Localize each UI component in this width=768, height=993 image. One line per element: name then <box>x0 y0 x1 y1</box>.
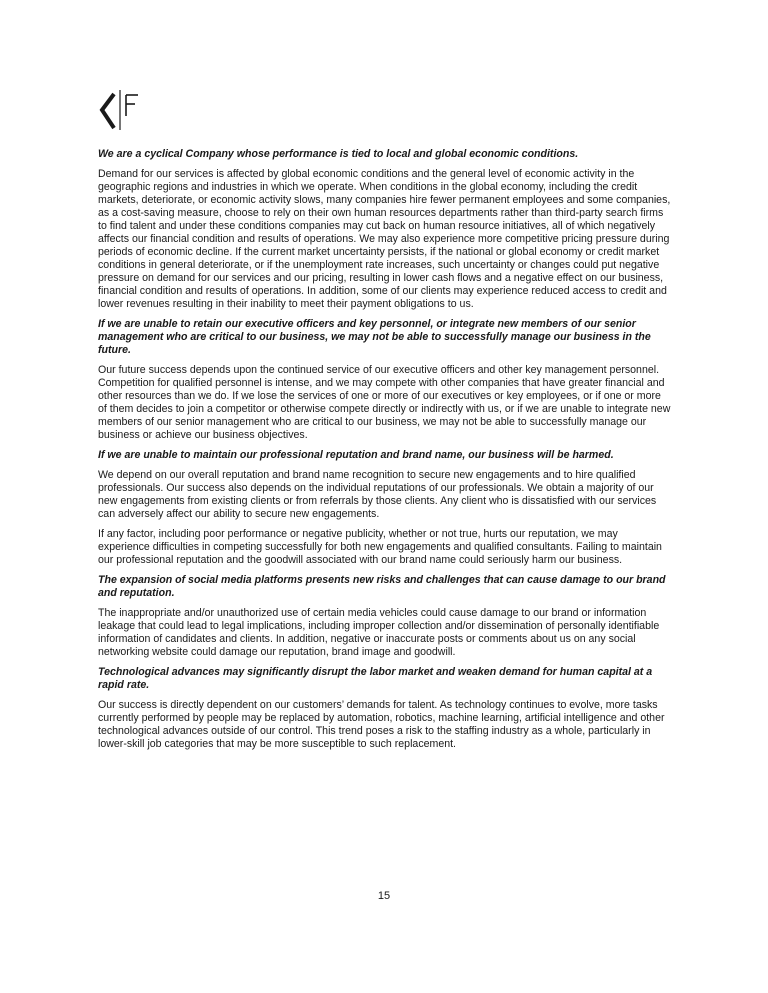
section-executives <box>98 318 672 442</box>
section-heading: The expansion of social media platforms presents new risks and challenges that can cause damage to our brand and reputation. <box>98 574 666 599</box>
paragraph: Our success is directly dependent on our customers’ demands for talent. As technology continues to evolve, more tasks currently performed by people may be replaced by automation, robotics, machine learning, artificial intelligence and other technological advances outside of our control. This trend poses a risk to the staffing industry as a whole, particularly in lower-skill job categories that may be more susceptible to such replacement. <box>98 699 665 750</box>
section-reputation <box>98 449 672 567</box>
paragraph: Our future success depends upon the continued service of our executive officers and other key management personnel. Competition for qualified personnel is intense, and we may compete with other companies that have greater financial and other resources than we do. If we lose the services of one or more of our executives or key employees, or if one or more of them decides to join a competitor or otherwise compete directly or indirectly with us, or if we are unable to integrate new members of our senior management who are critical to our business, we may not be able to successfully manage our business or achieve our business objectives. <box>98 364 671 441</box>
section-technology <box>98 666 672 751</box>
section-cyclical <box>98 148 672 311</box>
section-heading: If we are unable to retain our executive officers and key personnel, or integrate new members of our senior management who are critical to our business, we may not be able to successfully manage our business in the future. <box>98 318 651 356</box>
page-number: 15 <box>377 890 391 902</box>
paragraph: The inappropriate and/or unauthorized use of certain media vehicles could cause damage to our brand or information leakage that could lead to legal implications, including improper collection and/or dissemination of personally identifiable information of candidates and clients. In addition, negative or inaccurate posts or comments about us on any social networking website could damage our reputation, brand image and goodwill. <box>98 607 660 658</box>
section-heading: We are a cyclical Company whose performance is tied to local and global economic conditions. <box>98 148 579 160</box>
kf-logo <box>98 90 144 130</box>
paragraph: If any factor, including poor performance or negative publicity, whether or not true, hurts our reputation, we may experience difficulties in competing successfully for both new engagements and qualified consultants. Failing to maintain our professional reputation and the goodwill associated with our brand name could seriously harm our business. <box>98 528 662 566</box>
section-heading: If we are unable to maintain our professional reputation and brand name, our business will be harmed. <box>98 449 614 461</box>
paragraph: We depend on our overall reputation and brand name recognition to secure new engagements and to hire qualified professionals. Our success also depends on the individual reputations of our professionals. We obtain a majority of our new engagements from existing clients or from referrals by those clients. Any client who is dissatisfied with our services can adversely affect our ability to secure new engagements. <box>98 469 657 520</box>
section-social-media <box>98 574 672 659</box>
paragraph: Demand for our services is affected by global economic conditions and the general level of economic activity in the geographic regions and industries in which we operate. When conditions in the global economy, including the credit markets, deteriorate, or economic activity slows, many companies hire fewer permanent employees and some companies, as a cost-saving measure, choose to rely on their own human resources departments rather than third-party search firms to find talent and under these conditions companies may cut back on human resource initiatives, all of which negatively affects our financial condition and results of operations. We may also experience more competitive pricing pressure during periods of economic decline. If the current market uncertainty persists, if the national or global economy or credit market conditions in general deteriorate, or if the unemployment rate increases, such uncertainty or changes could put negative pressure on demand for our services and our pricing, resulting in lower cash flows and a negative effect on our business, financial condition and results of operations. In addition, some of our clients may experience reduced access to credit and lower revenues resulting in their inability to meet their payment obligations to us. <box>98 168 671 310</box>
kf-logo-icon <box>98 90 144 130</box>
section-heading: Technological advances may significantly disrupt the labor market and weaken demand for human capital at a rapid rate. <box>98 666 653 691</box>
document-body <box>98 148 672 758</box>
